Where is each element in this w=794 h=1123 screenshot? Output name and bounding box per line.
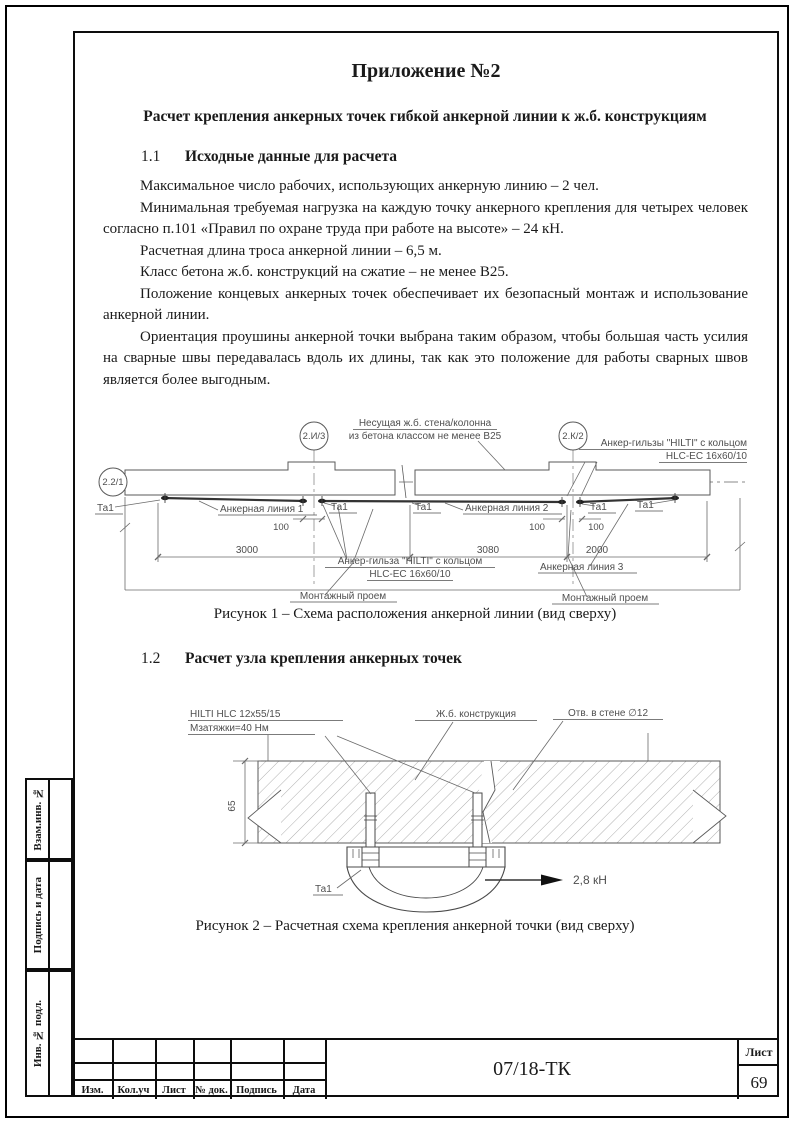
section-1-1-number: 1.1 xyxy=(141,148,161,165)
force-value: 2,8 кН xyxy=(573,873,607,887)
stamp-col-izm: Изм. xyxy=(81,1084,104,1096)
sheet-label: Лист xyxy=(745,1044,773,1059)
stamp-col-koluch: Кол.уч xyxy=(117,1084,150,1096)
wall-note-line2: из бетона классом не менее В25 xyxy=(348,431,502,442)
section-1-1-heading xyxy=(141,148,397,166)
montage-opening-label: Монтажный проем xyxy=(299,591,387,602)
grid-label-right: 2.К/2 xyxy=(562,431,584,442)
anchor-point-label: Та1 xyxy=(97,503,114,514)
figure1-anchor-line-scheme xyxy=(85,415,755,610)
sidebar-label: Подпись и дата xyxy=(31,876,44,954)
paragraph: Минимальная требуемая нагрузка на каждую точку анкерного крепления для четырех человек согласно п.101 «Правил по охране труда при работе на высоте» – 24 кН. xyxy=(103,199,748,237)
anchor-point-label: Та1 xyxy=(415,502,432,513)
bolt-spec-line1: HILTI HLC 12x55/15 xyxy=(190,709,281,720)
title-block xyxy=(73,1038,779,1099)
wall-note-line1: Несущая ж.б. стена/колонна xyxy=(358,418,492,429)
anchor-point-label: Та1 xyxy=(590,502,607,513)
paragraph: Класс бетона ж.б. конструкций на сжатие – не менее В25. xyxy=(140,264,509,280)
wall-left-segment xyxy=(125,462,395,495)
dim-65: 65 xyxy=(227,800,238,812)
sidebar-label: Инв. № подл. xyxy=(31,999,44,1068)
sidebar-label-cell xyxy=(27,780,50,858)
dim-3000: 3000 xyxy=(235,545,259,556)
page-subtitle: Расчет крепления анкерных точек гибкой анкерной линии к ж.б. конструкциям xyxy=(143,108,707,125)
figure1-caption: Рисунок 1 – Схема расположения анкерной линии (вид сверху) xyxy=(213,606,617,622)
figure2-caption: Рисунок 2 – Расчетная схема крепления анкерной точки (вид сверху) xyxy=(195,918,635,934)
stamp-col-dok: № док. xyxy=(195,1084,228,1096)
paragraph: Ориентация проушины анкерной точки выбрана таким образом, чтобы большая часть усилия на сварные швы передавалась вдоль их длины, так как это положение для работы сварных швов является более выгодным. xyxy=(103,328,748,388)
dim-100: 100 xyxy=(529,522,545,533)
anchor-line1-label: Анкерная линия 1 xyxy=(220,504,304,515)
sleeve-mid-line1: Анкер-гильза "HILTI" с кольцом xyxy=(337,556,483,567)
document-code: 07/18-ТК xyxy=(493,1058,571,1080)
stamp-col-podpis: Подпись xyxy=(236,1084,277,1096)
wall-hole-label: Отв. в стене ∅12 xyxy=(567,708,649,719)
sleeves-note-line2: HLC-EC 16x60/10 xyxy=(665,451,747,462)
anchor-point-label: Та1 xyxy=(637,500,654,511)
sheet-number: 69 xyxy=(750,1072,768,1092)
dim-3080: 3080 xyxy=(476,545,500,556)
sidebar-label-cell xyxy=(27,862,50,968)
section-1-1-body xyxy=(103,176,748,391)
stamp-col-data: Дата xyxy=(292,1084,316,1096)
sidebar-cell-inv xyxy=(25,970,73,1097)
sleeve-mid-line2: HLC-EC 16x60/10 xyxy=(369,569,451,580)
wall-right-segment xyxy=(415,462,710,495)
section-1-2-title: Расчет узла крепления анкерных точек xyxy=(185,650,462,667)
bolt-spec-line2: Мзатяжки=40 Нм xyxy=(190,723,269,734)
anchor-point-label: Та1 xyxy=(315,884,332,895)
sidebar-label-cell xyxy=(27,972,50,1095)
grid-label-mid: 2.И/3 xyxy=(302,431,326,442)
page-title: Приложение №2 xyxy=(351,60,501,82)
stamp-col-list: Лист xyxy=(162,1084,186,1096)
anchor-line2-label: Анкерная линия 2 xyxy=(465,503,549,514)
dim-100: 100 xyxy=(588,522,604,533)
dim-100: 100 xyxy=(273,522,289,533)
dim-2000: 2000 xyxy=(585,545,609,556)
sidebar-cell-vzam xyxy=(25,778,73,860)
montage-opening-label: Монтажный проем xyxy=(561,593,649,604)
sleeves-note-line1: Анкер-гильзы "HILTI" с кольцом xyxy=(600,438,747,449)
grid-label-left: 2.2/1 xyxy=(102,477,124,488)
sidebar-cell-podpis xyxy=(25,860,73,970)
section-1-2-heading xyxy=(141,650,462,668)
structure-label: Ж.б. конструкция xyxy=(436,709,516,720)
paragraph: Расчетная длина троса анкерной линии – 6,5 м. xyxy=(140,242,442,259)
sidebar-label: Взам.инв. № xyxy=(31,787,44,851)
section-1-2-number: 1.2 xyxy=(141,650,161,667)
left-margin-column xyxy=(25,778,73,1097)
anchor-point-label: Та1 xyxy=(331,502,348,513)
paragraph: Положение концевых анкерных точек обеспечивает их безопасный монтаж и использование анкерной линии. xyxy=(103,285,748,323)
section-1-1-title: Исходные данные для расчета xyxy=(185,148,398,165)
paragraph: Максимальное число рабочих, использующих анкерную линию – 2 чел. xyxy=(140,178,599,194)
anchor-line3-label: Анкерная линия 3 xyxy=(540,562,624,573)
figure2-anchor-node-scheme xyxy=(85,700,735,918)
